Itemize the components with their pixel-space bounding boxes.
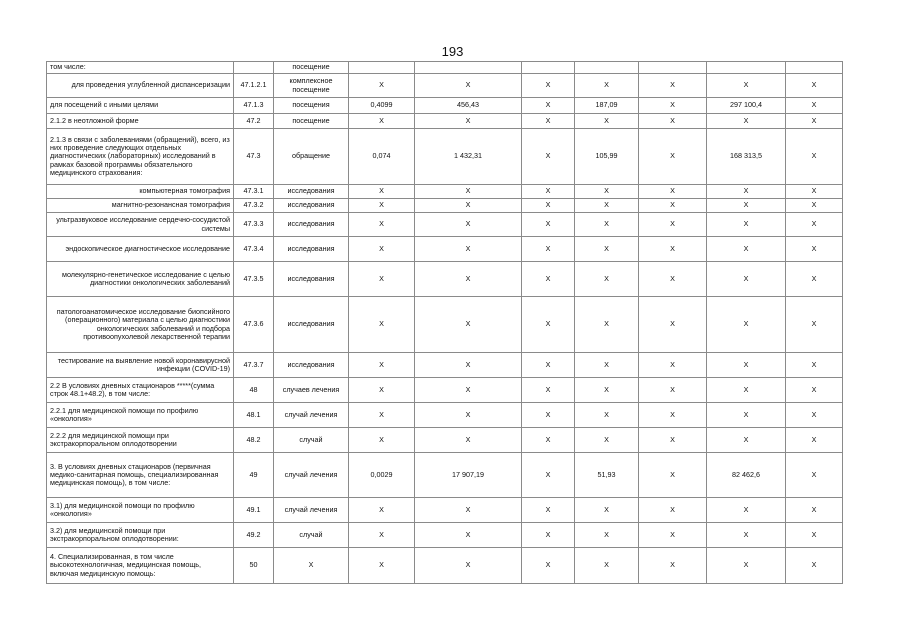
row-unit-cell: исследования [274, 353, 349, 378]
value-cell: X [707, 199, 786, 213]
value-cell: X [522, 213, 575, 237]
value-cell: 105,99 [575, 129, 639, 185]
value-cell: 17 907,19 [415, 453, 522, 498]
table-row [47, 548, 843, 584]
value-cell: X [639, 74, 707, 98]
table-row [47, 129, 843, 185]
value-cell: X [786, 378, 843, 403]
row-code-cell: 48 [234, 378, 274, 403]
value-cell: X [415, 523, 522, 548]
value-cell: X [786, 185, 843, 199]
value-cell: X [415, 114, 522, 129]
row-code-cell: 49 [234, 453, 274, 498]
value-cell: X [522, 262, 575, 297]
page-number: 193 [441, 44, 464, 59]
value-cell: X [522, 98, 575, 114]
value-cell: X [707, 74, 786, 98]
value-cell: X [707, 403, 786, 428]
row-name-cell: 3. В условиях дневных стационаров (первичная медико-санитарная помощь, специализированная медицинская помощь), в том числе: [47, 453, 234, 498]
value-cell: X [707, 378, 786, 403]
value-cell: X [349, 114, 415, 129]
value-cell [639, 62, 707, 74]
value-cell: X [786, 114, 843, 129]
value-cell: X [575, 498, 639, 523]
value-cell: X [349, 262, 415, 297]
row-name-cell: 2.1.3 в связи с заболеваниями (обращений), всего, из них проведение следующих отдельных диагностических (лабораторных) исследований в рамках базовой программы обязательного медицинского страхования: [47, 129, 234, 185]
value-cell: 0,0029 [349, 453, 415, 498]
value-cell: X [349, 213, 415, 237]
row-name-cell: 2.2 В условиях дневных стационаров *****(сумма строк 48.1+48.2), в том числе: [47, 378, 234, 403]
value-cell: X [786, 262, 843, 297]
value-cell: X [349, 378, 415, 403]
value-cell: X [786, 297, 843, 353]
row-code-cell: 48.2 [234, 428, 274, 453]
value-cell: X [639, 297, 707, 353]
row-unit-cell: случаев лечения [274, 378, 349, 403]
row-code-cell: 47.1.3 [234, 98, 274, 114]
row-unit-cell: случай лечения [274, 453, 349, 498]
value-cell: X [639, 129, 707, 185]
row-unit-cell: случай лечения [274, 403, 349, 428]
value-cell: X [522, 74, 575, 98]
value-cell: X [575, 199, 639, 213]
row-unit-cell: посещение [274, 114, 349, 129]
value-cell: X [415, 428, 522, 453]
table-row [47, 98, 843, 114]
row-unit-cell: случай [274, 428, 349, 453]
row-code-cell: 50 [234, 548, 274, 584]
row-name-cell: патологоанатомическое исследование биопсийного (операционного) материала с целью диагностики онкологических заболеваний и подбора противоопухолевой лекарственной терапии [47, 297, 234, 353]
row-name-cell: компьютерная томография [47, 185, 234, 199]
value-cell: X [522, 548, 575, 584]
row-name-cell: эндоскопическое диагностическое исследование [47, 237, 234, 262]
value-cell: X [639, 262, 707, 297]
value-cell: X [522, 378, 575, 403]
table-row [47, 74, 843, 98]
row-name-cell: 4. Специализированная, в том числе высокотехнологичная, медицинская помощь, включая медицинскую помощь: [47, 548, 234, 584]
row-code-cell: 47.3.7 [234, 353, 274, 378]
value-cell: X [786, 237, 843, 262]
row-unit-cell: исследования [274, 262, 349, 297]
row-name-cell: для посещений с иными целями [47, 98, 234, 114]
value-cell: X [522, 114, 575, 129]
row-unit-cell: исследования [274, 237, 349, 262]
value-cell: X [415, 498, 522, 523]
row-unit-cell: случай [274, 523, 349, 548]
value-cell: X [786, 74, 843, 98]
value-cell: X [575, 114, 639, 129]
row-code-cell: 47.3.3 [234, 213, 274, 237]
value-cell: 82 462,6 [707, 453, 786, 498]
table-row [47, 378, 843, 403]
value-cell: 0,074 [349, 129, 415, 185]
value-cell: X [707, 353, 786, 378]
row-name-cell: магнитно-резонансная томография [47, 199, 234, 213]
value-cell: X [786, 199, 843, 213]
value-cell: X [415, 185, 522, 199]
value-cell: 51,93 [575, 453, 639, 498]
table-row [47, 403, 843, 428]
value-cell [415, 62, 522, 74]
value-cell: X [349, 498, 415, 523]
row-code-cell: 47.3.1 [234, 185, 274, 199]
value-cell: X [522, 523, 575, 548]
value-cell: X [349, 74, 415, 98]
value-cell: 168 313,5 [707, 129, 786, 185]
row-unit-cell: X [274, 548, 349, 584]
value-cell: X [639, 428, 707, 453]
value-cell [522, 62, 575, 74]
value-cell: X [575, 262, 639, 297]
value-cell: X [575, 237, 639, 262]
value-cell: X [415, 403, 522, 428]
row-unit-cell: посещения [274, 98, 349, 114]
row-name-cell: 2.2.2 для медицинской помощи при экстракорпоральном оплодотворении [47, 428, 234, 453]
value-cell: X [575, 378, 639, 403]
value-cell: X [415, 237, 522, 262]
row-unit-cell: исследования [274, 213, 349, 237]
value-cell: X [575, 74, 639, 98]
value-cell: X [786, 498, 843, 523]
financing-table [46, 61, 843, 584]
value-cell: X [639, 498, 707, 523]
value-cell: X [349, 237, 415, 262]
row-name-cell: молекулярно-генетическое исследование с целью диагностики онкологических заболеваний [47, 262, 234, 297]
value-cell: X [575, 353, 639, 378]
table-row [47, 185, 843, 199]
row-code-cell: 49.1 [234, 498, 274, 523]
value-cell: X [639, 548, 707, 584]
table-row [47, 353, 843, 378]
value-cell: X [349, 523, 415, 548]
value-cell: 187,09 [575, 98, 639, 114]
value-cell: X [522, 129, 575, 185]
value-cell: X [639, 523, 707, 548]
value-cell: X [707, 185, 786, 199]
row-name-cell: ультразвуковое исследование сердечно-сосудистой системы [47, 213, 234, 237]
row-name-cell: для проведения углубленной диспансеризации [47, 74, 234, 98]
table-row [47, 428, 843, 453]
value-cell: X [786, 353, 843, 378]
row-code-cell: 47.2 [234, 114, 274, 129]
value-cell: X [707, 498, 786, 523]
value-cell [707, 62, 786, 74]
value-cell: X [349, 548, 415, 584]
value-cell: X [786, 523, 843, 548]
value-cell: X [707, 523, 786, 548]
value-cell: X [639, 199, 707, 213]
value-cell: 297 100,4 [707, 98, 786, 114]
value-cell: X [522, 453, 575, 498]
row-name-cell: тестирование на выявление новой коронавирусной инфекции (COVID-19) [47, 353, 234, 378]
value-cell: X [786, 548, 843, 584]
table-row [47, 297, 843, 353]
value-cell: X [415, 199, 522, 213]
value-cell: X [707, 262, 786, 297]
row-code-cell: 49.2 [234, 523, 274, 548]
value-cell: X [639, 453, 707, 498]
table-row [47, 498, 843, 523]
value-cell: X [786, 428, 843, 453]
value-cell: X [415, 353, 522, 378]
value-cell: X [415, 548, 522, 584]
value-cell: 456,43 [415, 98, 522, 114]
value-cell [575, 62, 639, 74]
value-cell: X [575, 523, 639, 548]
value-cell: X [575, 297, 639, 353]
value-cell: X [707, 213, 786, 237]
value-cell: X [349, 428, 415, 453]
value-cell: X [639, 213, 707, 237]
table-row [47, 453, 843, 498]
value-cell: X [639, 378, 707, 403]
value-cell: X [786, 213, 843, 237]
table-row [47, 199, 843, 213]
value-cell: X [575, 403, 639, 428]
value-cell: 1 432,31 [415, 129, 522, 185]
value-cell: X [415, 262, 522, 297]
table-row [47, 114, 843, 129]
row-code-cell: 47.3.5 [234, 262, 274, 297]
value-cell: X [707, 114, 786, 129]
value-cell: 0,4099 [349, 98, 415, 114]
value-cell: X [522, 428, 575, 453]
value-cell: X [522, 185, 575, 199]
value-cell: X [707, 428, 786, 453]
row-code-cell: 47.3.4 [234, 237, 274, 262]
value-cell: X [522, 353, 575, 378]
row-unit-cell: обращение [274, 129, 349, 185]
row-name-cell: 3.2) для медицинской помощи при экстракорпоральном оплодотворении: [47, 523, 234, 548]
row-unit-cell: исследования [274, 185, 349, 199]
value-cell: X [786, 98, 843, 114]
value-cell: X [639, 114, 707, 129]
value-cell: X [415, 378, 522, 403]
value-cell: X [639, 185, 707, 199]
value-cell: X [522, 403, 575, 428]
row-code-cell: 47.1.2.1 [234, 74, 274, 98]
row-code-cell [234, 62, 274, 74]
value-cell: X [415, 297, 522, 353]
value-cell [786, 62, 843, 74]
table-row [47, 213, 843, 237]
row-unit-cell: комплексное посещение [274, 74, 349, 98]
row-unit-cell: случай лечения [274, 498, 349, 523]
row-name-cell: 3.1) для медицинской помощи по профилю «онкология» [47, 498, 234, 523]
value-cell: X [639, 403, 707, 428]
value-cell: X [522, 237, 575, 262]
value-cell: X [522, 498, 575, 523]
value-cell: X [349, 403, 415, 428]
table-row [47, 523, 843, 548]
value-cell: X [707, 297, 786, 353]
value-cell: X [639, 353, 707, 378]
value-cell [349, 62, 415, 74]
row-unit-cell: посещение [274, 62, 349, 74]
row-code-cell: 47.3 [234, 129, 274, 185]
table-row [47, 262, 843, 297]
row-code-cell: 47.3.2 [234, 199, 274, 213]
value-cell: X [349, 199, 415, 213]
row-name-cell: 2.2.1 для медицинской помощи по профилю «онкология» [47, 403, 234, 428]
row-code-cell: 47.3.6 [234, 297, 274, 353]
value-cell: X [639, 98, 707, 114]
value-cell: X [575, 213, 639, 237]
value-cell: X [349, 353, 415, 378]
value-cell: X [786, 453, 843, 498]
value-cell: X [575, 548, 639, 584]
value-cell: X [786, 129, 843, 185]
table-row [47, 237, 843, 262]
value-cell: X [707, 548, 786, 584]
row-code-cell: 48.1 [234, 403, 274, 428]
value-cell: X [786, 403, 843, 428]
table-row [47, 62, 843, 74]
value-cell: X [639, 237, 707, 262]
row-name-cell: 2.1.2 в неотложной форме [47, 114, 234, 129]
value-cell: X [349, 185, 415, 199]
value-cell: X [522, 199, 575, 213]
row-name-cell: том числе: [47, 62, 234, 74]
row-unit-cell: исследования [274, 199, 349, 213]
value-cell: X [575, 428, 639, 453]
row-unit-cell: исследования [274, 297, 349, 353]
value-cell: X [522, 297, 575, 353]
value-cell: X [707, 237, 786, 262]
value-cell: X [349, 297, 415, 353]
value-cell: X [415, 74, 522, 98]
value-cell: X [575, 185, 639, 199]
value-cell: X [415, 213, 522, 237]
